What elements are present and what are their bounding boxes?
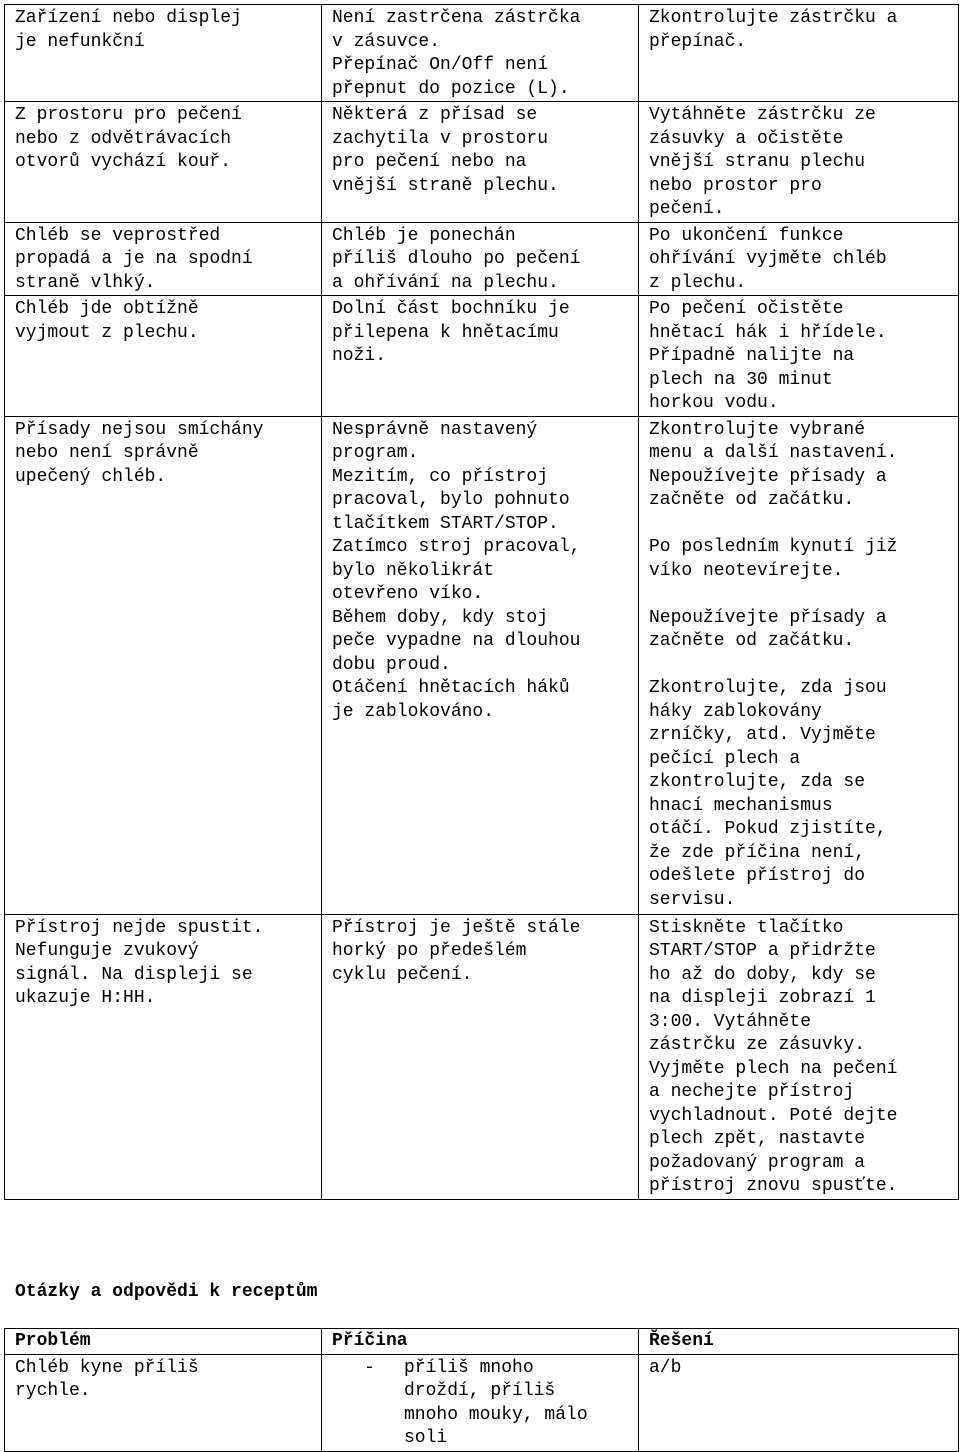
solution-text: Nepoužívejte přísady a začněte od začátku.: [649, 466, 887, 510]
problem-text: Přísady nejsou smíchány nebo není správně upečený chléb.: [15, 419, 264, 487]
problem-cell: [5, 914, 322, 1199]
cause-cell: [322, 102, 639, 223]
table-row: [5, 102, 959, 223]
solution-text: Nepoužívejte přísady a začněte od začátku.: [649, 607, 887, 651]
recipes-header-row: [5, 1329, 959, 1355]
problem-cell: [5, 5, 322, 102]
recipes-table: [4, 1328, 959, 1452]
table-row: [5, 222, 959, 296]
table-row: [5, 914, 959, 1199]
solution-cell: [639, 222, 959, 296]
cause-text: Chléb je ponechán příliš dlouho po pečení a ohřívání na plechu.: [332, 225, 581, 293]
problem-cell: [5, 296, 322, 417]
cause-text: Otáčení hnětacích háků je zablokováno.: [332, 678, 570, 722]
recipe-solution-cell: [639, 1354, 959, 1451]
recipes-row: [5, 1354, 959, 1451]
recipe-problem-text: Chléb kyne příliš rychle.: [15, 1357, 199, 1401]
cause-text: Některá z přísad se zachytila v prostoru pro pečení nebo na vnější straně plechu.: [332, 105, 559, 196]
solution-text: Vytáhněte zástrčku ze zásuvky a očistěte vnější stranu plechu nebo prostor pro pečení.: [649, 105, 876, 219]
cause-text: Nesprávně nastavený program.: [332, 419, 538, 463]
cause-text: Zatímco stroj pracoval, bylo několikrát otevřeno víko.: [332, 537, 581, 604]
cause-text: Během doby, kdy stoj peče vypadne na dlouhou dobu proud.: [332, 607, 581, 675]
recipes-section-heading: Otázky a odpovědi k receptům: [15, 1282, 318, 1302]
cause-text: Přístroj je ještě stále horký po předešlém cyklu pečení.: [332, 917, 581, 985]
solution-cell: [639, 5, 959, 102]
problem-cell: [5, 416, 322, 914]
solution-text: Zkontrolujte vybrané menu a další nastavení.: [649, 419, 898, 463]
header-cause: Příčina: [322, 1329, 639, 1355]
solution-text: Po pečení očistěte hnětací hák i hřídele. Případně nalijte na plech na 30 minut horkou vodu.: [649, 299, 887, 413]
cause-text: Dolní část bochníku je přilepena k hnětacímu noži.: [332, 299, 570, 366]
header-problem: Problém: [5, 1329, 322, 1355]
troubleshooting-table: [4, 4, 959, 1200]
solution-text: Po posledním kynutí již víko neotevírejte.: [649, 537, 898, 581]
solution-text: Zkontrolujte zástrčku a přepínač.: [649, 8, 898, 52]
problem-cell: [5, 222, 322, 296]
solution-cell: [639, 102, 959, 223]
cause-cell: [322, 296, 639, 417]
problem-text: Chléb jde obtížně vyjmout z plechu.: [15, 299, 199, 343]
solution-cell: [639, 296, 959, 417]
solution-text: Po ukončení funkce ohřívání vyjměte chléb z plechu.: [649, 225, 887, 293]
problem-text: Z prostoru pro pečení nebo z odvětrávacích otvorů vychází kouř.: [15, 105, 242, 172]
problem-text: Chléb se veprostřed propadá a je na spodní straně vlhký.: [15, 225, 253, 293]
cause-cell: [322, 5, 639, 102]
cause-text: Není zastrčena zástrčka v zásuvce. Přepínač On/Off není přepnut do pozice (L).: [332, 8, 581, 99]
recipe-cause-cell: [322, 1354, 639, 1451]
table-row: [5, 296, 959, 417]
solution-text: Zkontrolujte, zda jsou háky zablokovány zrníčky, atd. Vyjměte pečící plech a zkontrolujte, zda se hnací mechanismus otáčí. Pokud zjistíte, že zde příčina není, odešlete přístroj do servisu.: [649, 678, 887, 910]
problem-text: Zařízení nebo displej je nefunkční: [15, 8, 242, 52]
cause-text: Mezitím, co přístroj pracoval, bylo pohnuto tlačítkem START/STOP.: [332, 466, 570, 534]
cause-cell: [322, 914, 639, 1199]
cause-cell: [322, 222, 639, 296]
solution-text: Stiskněte tlačítko START/STOP a přidržte ho až do doby, kdy se na displeji zobrazí 1 3:00. Vytáhněte zástrčku ze zásuvky. Vyjměte plech na pečení a nechejte přístroj vychladnout. Poté dejte plech zpět, nastavte požadovaný program a přístroj znovu spusťte.: [649, 917, 898, 1196]
cause-cell: [322, 416, 639, 914]
header-solution: Řešení: [639, 1329, 959, 1355]
problem-text: Přístroj nejde spustit. Nefunguje zvukový signál. Na displeji se ukazuje H:HH.: [15, 917, 264, 1008]
solution-cell: [639, 914, 959, 1199]
recipe-cause-text: příliš mnoho droždí, příliš mnoho mouky, málo soli: [404, 1357, 588, 1448]
bullet-dash: -: [364, 1357, 375, 1378]
recipe-solution-text: a/b: [649, 1357, 682, 1378]
table-row: [5, 5, 959, 102]
table-row: [5, 416, 959, 914]
solution-cell: [639, 416, 959, 914]
problem-cell: [5, 102, 322, 223]
recipe-problem-cell: [5, 1354, 322, 1451]
